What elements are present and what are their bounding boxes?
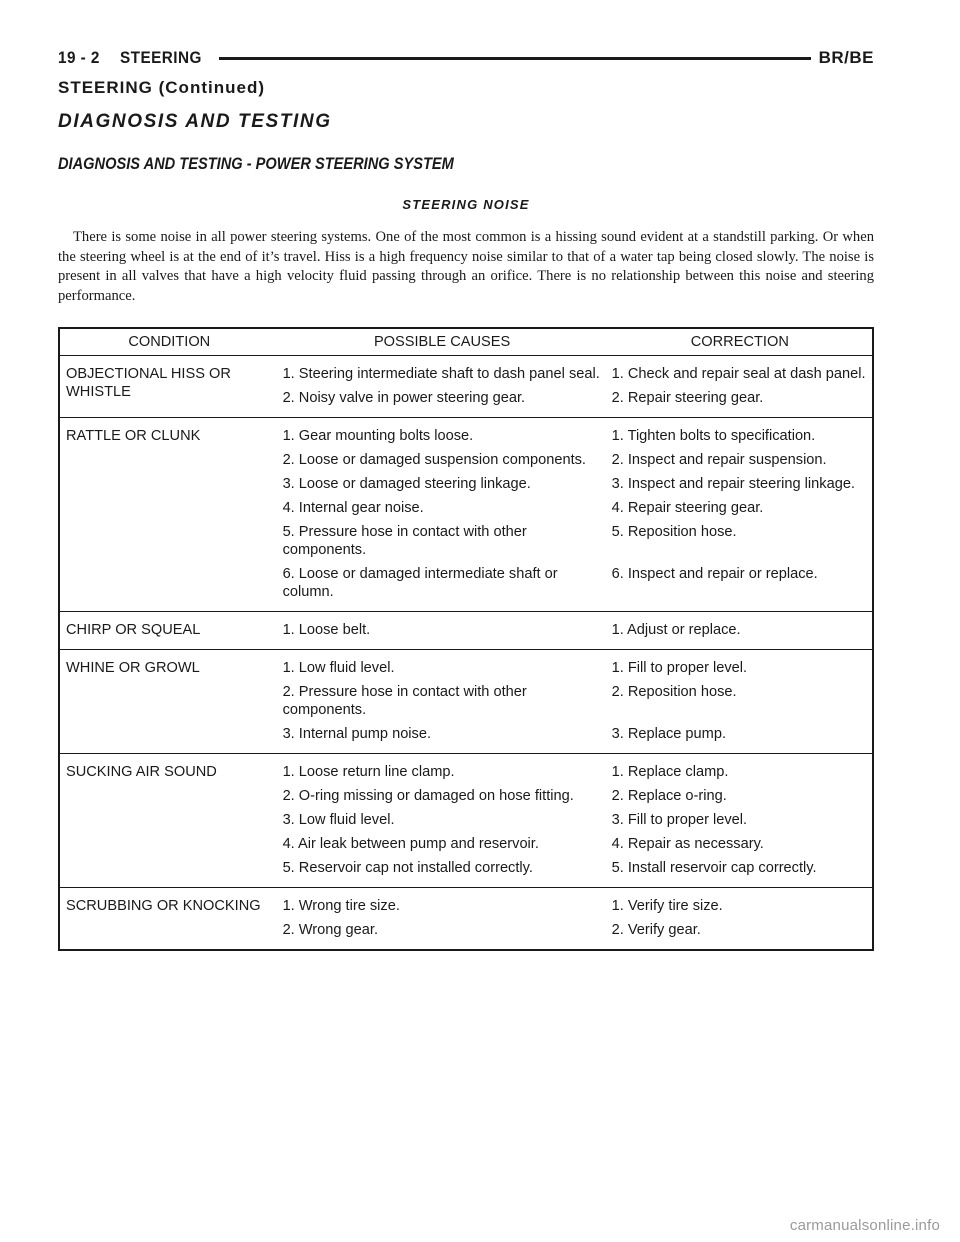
condition-cell: WHINE OR GROWL [66, 660, 200, 676]
cause-cell: 2. O-ring missing or damaged on hose fitting. [282, 788, 574, 804]
header-condition: CONDITION [59, 328, 277, 356]
header-rule [219, 57, 811, 60]
cause-cell: 5. Reservoir cap not installed correctly. [282, 860, 533, 876]
correction-cell: 1. Verify tire size. [611, 898, 723, 914]
cause-cell: 2. Wrong gear. [282, 922, 379, 938]
cause-cell: 1. Loose belt. [282, 622, 371, 638]
cause-cell: 3. Low fluid level. [282, 812, 395, 828]
cause-cell: 6. Loose or damaged intermediate shaft or column. [282, 566, 558, 600]
page-header [58, 44, 874, 72]
correction-cell: 4. Repair steering gear. [611, 500, 764, 516]
cause-cell: 1. Loose return line clamp. [282, 764, 455, 780]
condition-group [59, 650, 873, 754]
heading-steering-noise: STEERING NOISE [402, 197, 530, 212]
condition-group [59, 612, 873, 650]
table-row [59, 612, 873, 650]
heading-diagnosis: DIAGNOSIS AND TESTING [58, 111, 332, 132]
header-left [58, 48, 219, 68]
correction-cell: 1. Replace clamp. [611, 764, 729, 780]
table-row [59, 356, 873, 384]
correction-cell: 3. Replace pump. [611, 726, 726, 742]
cause-cell: 2. Loose or damaged suspension components. [282, 452, 586, 468]
cause-cell: 3. Internal pump noise. [282, 726, 432, 742]
header-possible-causes: POSSIBLE CAUSES [277, 328, 606, 356]
table-row [59, 418, 873, 446]
correction-cell: 1. Check and repair seal at dash panel. [611, 366, 866, 382]
correction-cell: 2. Verify gear. [611, 922, 701, 938]
header-page-number: 19 - 2 [58, 48, 100, 67]
condition-group [59, 888, 873, 951]
condition-group [59, 418, 873, 612]
correction-cell: 2. Inspect and repair suspension. [611, 452, 827, 468]
header-correction: CORRECTION [606, 328, 873, 356]
cause-cell: 4. Internal gear noise. [282, 500, 424, 516]
cause-cell: 1. Low fluid level. [282, 660, 395, 676]
condition-group [59, 754, 873, 888]
correction-cell: 1. Adjust or replace. [611, 622, 741, 638]
condition-cell: SCRUBBING OR KNOCKING [66, 898, 261, 914]
cause-cell: 1. Steering intermediate shaft to dash panel seal. [282, 366, 600, 382]
correction-cell: 2. Replace o-ring. [611, 788, 727, 804]
correction-cell: 5. Reposition hose. [611, 524, 737, 540]
table-row [59, 754, 873, 782]
correction-cell: 2. Repair steering gear. [611, 390, 764, 406]
correction-cell: 2. Reposition hose. [611, 684, 737, 700]
watermark: carmanualsonline.info [789, 1217, 940, 1234]
cause-cell: 4. Air leak between pump and reservoir. [282, 836, 539, 852]
correction-cell: 4. Repair as necessary. [611, 836, 764, 852]
header-model: BR/BE [818, 48, 874, 67]
correction-cell: 5. Install reservoir cap correctly. [611, 860, 817, 876]
header-section: STEERING [120, 48, 202, 67]
correction-cell: 1. Tighten bolts to specification. [611, 428, 816, 444]
correction-cell: 3. Inspect and repair steering linkage. [611, 476, 855, 492]
heading-power-steering-text: DIAGNOSIS AND TESTING - POWER STEERING SYSTEM [58, 154, 454, 173]
condition-group [59, 356, 873, 418]
cause-cell: 1. Gear mounting bolts loose. [282, 428, 474, 444]
table-row [59, 888, 873, 916]
cause-cell: 5. Pressure hose in contact with other components. [282, 524, 527, 558]
heading-power-steering [58, 154, 518, 174]
continued-title: STEERING (Continued) [58, 78, 265, 97]
table-row [59, 650, 873, 678]
cause-cell: 1. Wrong tire size. [282, 898, 400, 914]
condition-cell: RATTLE OR CLUNK [66, 428, 201, 444]
cause-cell: 2. Pressure hose in contact with other components. [282, 684, 527, 718]
correction-cell: 1. Fill to proper level. [611, 660, 748, 676]
diagnosis-table [58, 327, 874, 951]
condition-cell: CHIRP OR SQUEAL [66, 622, 201, 638]
cause-cell: 2. Noisy valve in power steering gear. [282, 390, 526, 406]
condition-cell: OBJECTIONAL HISS OR WHISTLE [66, 366, 231, 400]
table-header-row [59, 328, 873, 356]
cause-cell: 3. Loose or damaged steering linkage. [282, 476, 531, 492]
condition-cell: SUCKING AIR SOUND [66, 764, 217, 780]
correction-cell: 3. Fill to proper level. [611, 812, 748, 828]
intro-paragraph: There is some noise in all power steering systems. One of the most common is a hissing sound evident at a standstill parking. Or when the steering wheel is at the end of it’s travel. Hiss is a high frequency noise similar to that of a water tap being closed slowly. The noise is present in all valves that have a high velocity fluid passing through an orifice. There is no relationship between this noise and steering performance. [58, 229, 874, 304]
correction-cell: 6. Inspect and repair or replace. [611, 566, 818, 582]
